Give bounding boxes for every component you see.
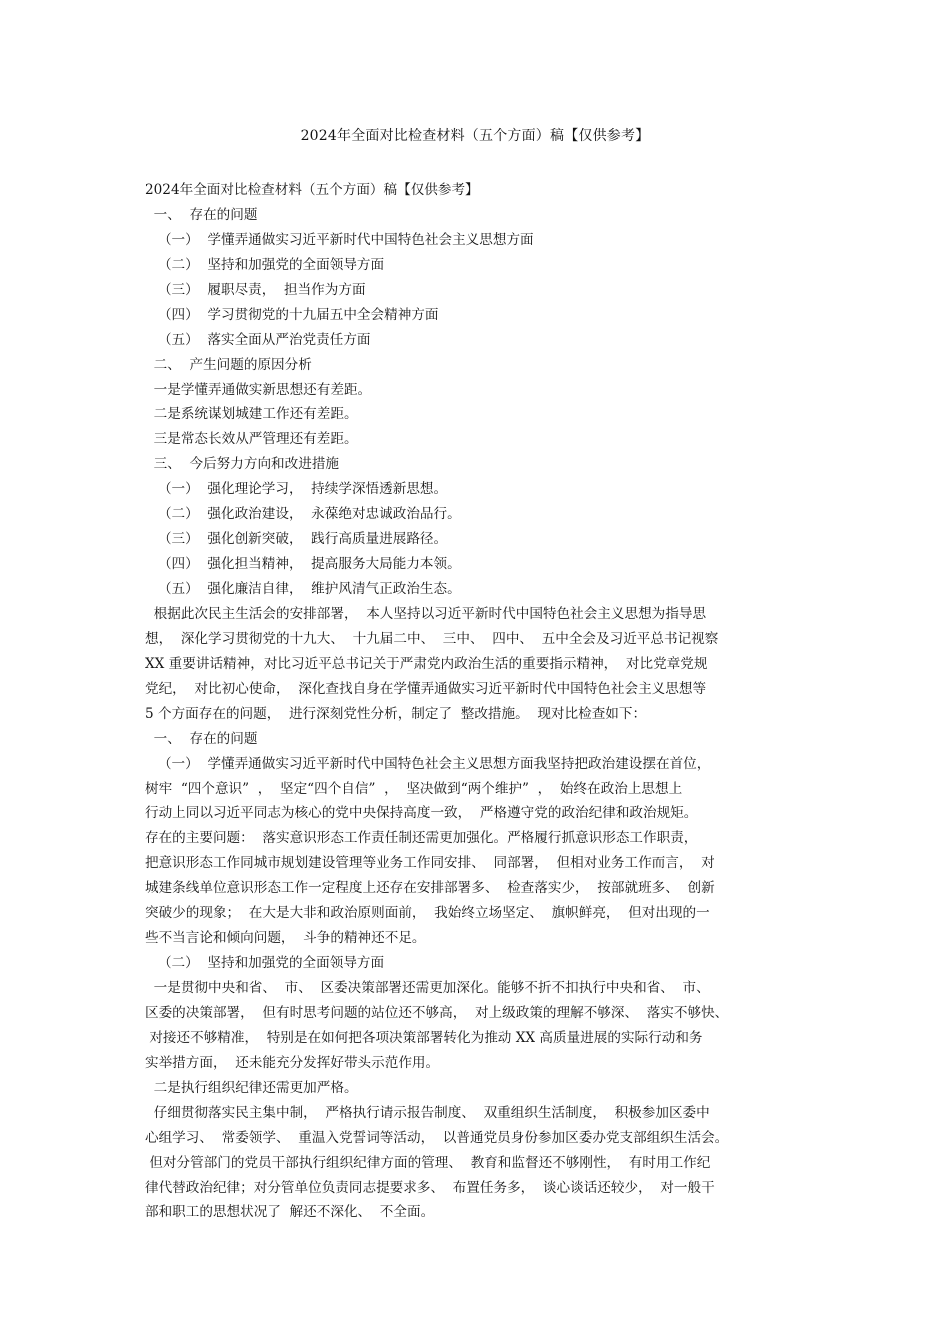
document-line: 实举措方面， 还未能充分发挥好带头示范作用。 bbox=[145, 1054, 440, 1071]
document-line: XX 重要讲话精神，对比习近平总书记关于严肃党内政治生活的重要指示精神， 对比党章党规 bbox=[145, 655, 708, 672]
document-line: 行动上同以习近平同志为核心的党中央保持高度一致， 严格遵守党的政治纪律和政治规矩。 bbox=[145, 805, 698, 822]
document-line: 5 个方面存在的问题， 进行深刻党性分析，制定了 整改措施。 现对比检查如下： bbox=[145, 705, 647, 722]
document-line: （一） 学懂弄通做实习近平新时代中国特色社会主义思想方面 bbox=[145, 231, 534, 248]
document-line: 区委的决策部署， 但有时思考问题的站位还不够高， 对上级政策的理解不够深、 落实不够快、 bbox=[145, 1004, 729, 1021]
document-line: （二） 强化政治建设， 永葆绝对忠诚政治品行。 bbox=[145, 506, 461, 523]
document-line: 城建条线单位意识形态工作一定程度上还存在安排部署多、 检查落实少， 按部就班多、 创新 bbox=[145, 880, 715, 897]
document-line: （二） 坚持和加强党的全面领导方面 bbox=[145, 256, 385, 273]
document-line: 2024年全面对比检查材料（五个方面）稿【仅供参考】 bbox=[145, 182, 479, 198]
document-line: 一、 存在的问题 bbox=[145, 206, 258, 223]
document-line: 二是执行组织纪律还需更加严格。 bbox=[145, 1079, 358, 1096]
document-line: 一、 存在的问题 bbox=[145, 730, 258, 747]
document-line: （四） 学习贯彻党的十九届五中全会精神方面 bbox=[145, 306, 439, 323]
document-line: 三、 今后努力方向和改进措施 bbox=[145, 456, 340, 473]
document-line: 存在的主要问题： 落实意识形态工作责任制还需更加强化。严格履行抓意识形态工作职责， bbox=[145, 830, 698, 847]
document-line: 把意识形态工作同城市规划建设管理等业务工作同安排、 同部署， 但相对业务工作而言， 对 bbox=[145, 855, 715, 872]
document-body bbox=[145, 178, 825, 1225]
document-line: 二、 产生问题的原因分析 bbox=[145, 356, 312, 373]
document-line: 些不当言论和倾向问题， 斗争的精神还不足。 bbox=[145, 930, 426, 947]
document-line: 一是学懂弄通做实新思想还有差距。 bbox=[145, 381, 372, 398]
document-line: 仔细贯彻落实民主集中制， 严格执行请示报告制度、 双重组织生活制度， 积极参加区委中 bbox=[145, 1104, 710, 1121]
document-line: 律代替政治纪律；对分管单位负责同志提要求多、 布置任务多， 谈心谈话还较少， 对一般干 bbox=[145, 1179, 715, 1196]
document-line: 对接还不够精准， 特别是在如何把各项决策部署转化为推动 XX 高质量进展的实际行动和务 bbox=[145, 1029, 703, 1046]
document-line: （五） 强化廉洁自律， 维护风清气正政治生态。 bbox=[145, 581, 461, 597]
document-line: 三是常态长效从严管理还有差距。 bbox=[145, 431, 358, 448]
document-line: 树牢 “四个意识” ， 坚定“四个自信” ， 坚决做到“两个维护” ， 始终在政治上思想上 bbox=[145, 780, 683, 797]
document-line: （一） 强化理论学习， 持续学深悟透新思想。 bbox=[145, 481, 448, 498]
document-line: （一） 学懂弄通做实习近平新时代中国特色社会主义思想方面我坚持把政治建设摆在首位， bbox=[145, 755, 711, 772]
document-line: （二） 坚持和加强党的全面领导方面 bbox=[145, 955, 385, 972]
document-line: 突破少的现象； 在大是大非和政治原则面前， 我始终立场坚定、 旗帜鲜亮， 但对出现的一 bbox=[145, 905, 710, 922]
document-line: （五） 落实全面从严治党责任方面 bbox=[145, 331, 371, 348]
document-title: 2024年全面对比检查材料（五个方面）稿【仅供参考】 bbox=[300, 128, 650, 144]
document-line: 党纪， 对比初心使命， 深化查找自身在学懂弄通做实习近平新时代中国特色社会主义思想等 bbox=[145, 680, 707, 697]
document-line: 根据此次民主生活会的安排部署， 本人坚持以习近平新时代中国特色社会主义思想为指导思 bbox=[145, 605, 707, 622]
document-line: 想， 深化学习贯彻党的十九大、 十九届二中、 三中、 四中、 五中全会及习近平总书记视察 bbox=[145, 630, 719, 647]
document-line: 但对分管部门的党员干部执行组织纪律方面的管理、 教育和监督还不够刚性， 有时用工作纪 bbox=[145, 1154, 711, 1171]
document-line: （三） 强化创新突破， 践行高质量进展路径。 bbox=[145, 531, 448, 548]
document-line: （四） 强化担当精神， 提高服务大局能力本领。 bbox=[145, 556, 461, 573]
document-line: （三） 履职尽责， 担当作为方面 bbox=[145, 281, 366, 298]
document-line: 一是贯彻中央和省、 市、 区委决策部署还需更加深化。能够不折不扣执行中央和省、 市、 bbox=[145, 980, 710, 996]
document-line: 二是系统谋划城建工作还有差距。 bbox=[145, 406, 358, 423]
document-line: 心组学习、 常委领学、 重温入党誓词等活动， 以普通党员身份参加区委办党支部组织生活会。 bbox=[145, 1129, 729, 1146]
document-line: 部和职工的思想状况了 解还不深化、 不全面。 bbox=[145, 1204, 435, 1221]
